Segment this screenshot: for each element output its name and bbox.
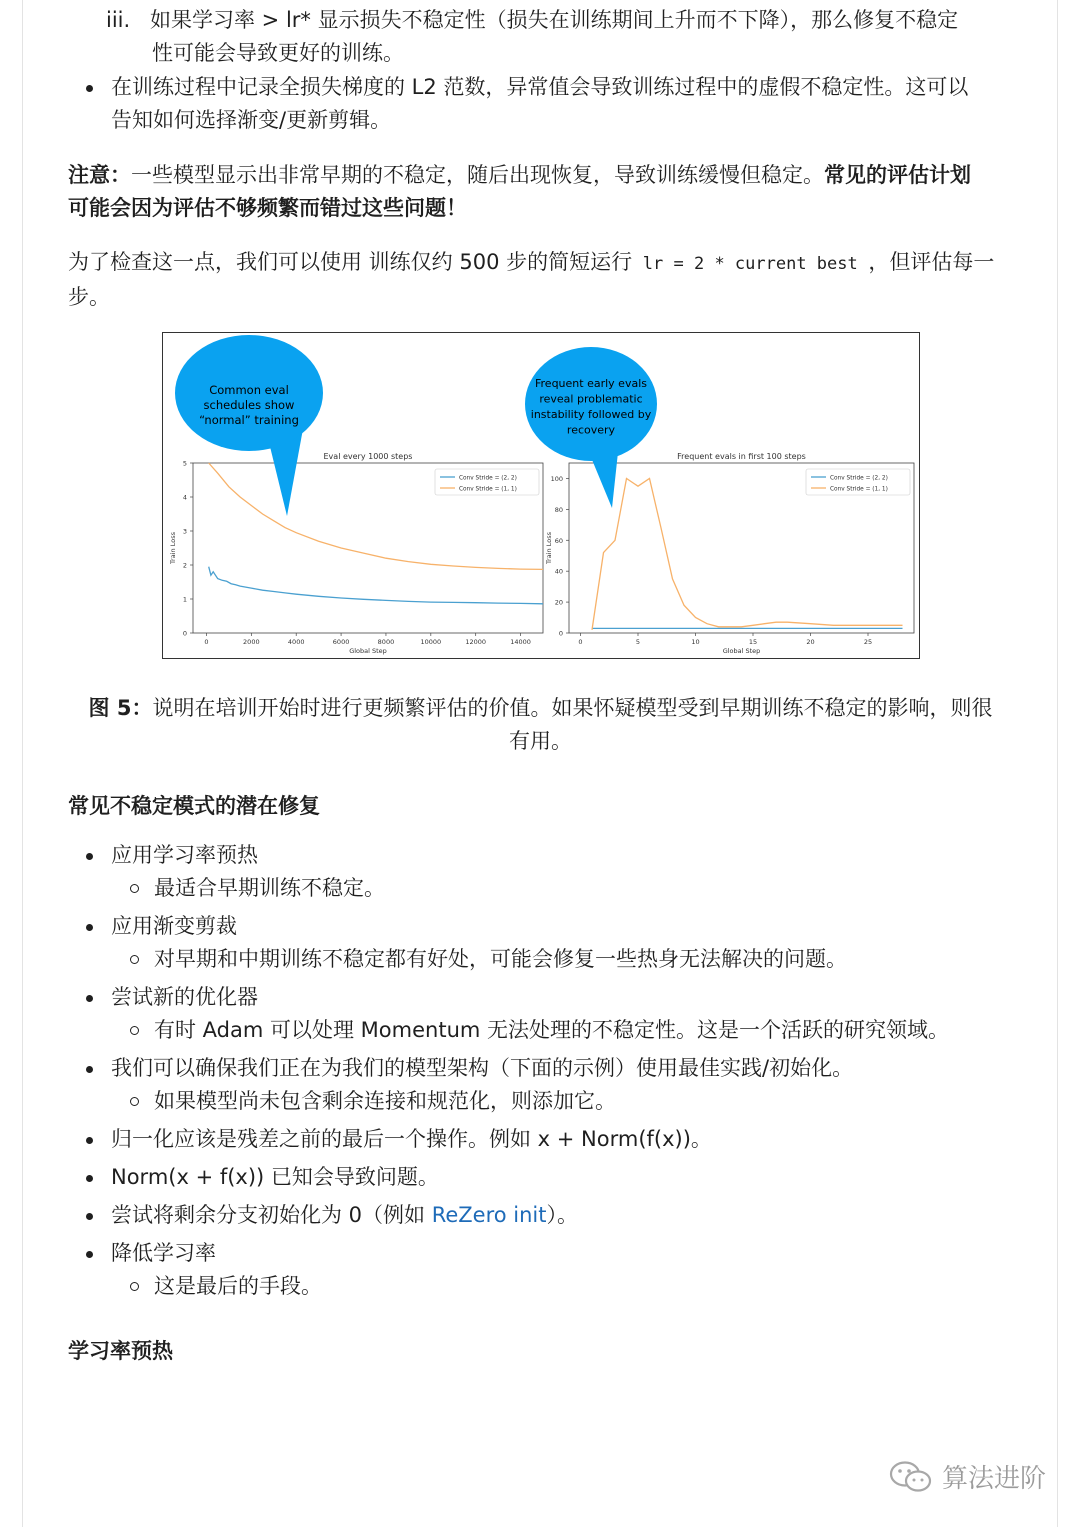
right-bubble-line-3: recovery	[566, 423, 616, 437]
left-x-axis-label: Global Step	[349, 647, 387, 655]
right-x-tick-label: 25	[863, 638, 873, 646]
note-paragraph: 注意：一些模型显示出非常早期的不稳定，随后出现恢复，导致训练缓慢但稳定。常见的评估计划 可能会因为评估不够频繁而错过这些问题！	[68, 163, 971, 220]
fix-item-lower-lr: 降低学习率	[62, 1237, 1002, 1270]
left-x-tick-label: 8000	[377, 638, 395, 646]
right-x-axis-label: Global Step	[722, 647, 761, 655]
fix-item-architecture: 我们可以确保我们正在为我们的模型架构（下面的示例）使用最佳实践/初始化。	[62, 1052, 1002, 1085]
fix-subitem-clipping: 对早期和中期训练不稳定都有好处，可能会修复一些热身无法解决的问题。	[106, 943, 986, 976]
fix-item-norm-problem: Norm(x + f(x)) 已知会导致问题。	[62, 1161, 1002, 1194]
fix-item-warmup: 应用学习率预热	[62, 839, 1002, 872]
left-x-tick-label: 14000	[510, 638, 531, 646]
fix-subitem-warmup: 最适合早期训练不稳定。	[106, 872, 986, 905]
fix-item-rezero: 尝试将剩余分支初始化为 0（例如 ReZero init）。	[62, 1199, 1002, 1232]
fix-subitem-optimizer: 有时 Adam 可以处理 Momentum 无法处理的不稳定性。这是一个活跃的研究领域。	[106, 1014, 986, 1047]
left-legend-label-0: Conv Stride = (2, 2)	[459, 475, 517, 482]
left-y-tick-label: 0	[182, 629, 187, 638]
watermark: 算法进阶	[888, 1458, 1046, 1495]
left-y-tick-label: 2	[182, 561, 187, 570]
right-y-tick-label: 80	[554, 505, 563, 514]
right-legend-label-1: Conv Stride = (1, 1)	[830, 486, 888, 493]
right-bubble-line-1: reveal problematic	[539, 392, 643, 406]
right-x-tick-label: 15	[748, 638, 758, 646]
right-x-tick-label: 5	[635, 638, 641, 646]
fix-item-norm-last: 归一化应该是残差之前的最后一个操作。例如 x + Norm(f(x))。	[62, 1123, 1002, 1156]
left-x-tick-label: 6000	[332, 638, 350, 646]
right-y-tick-label: 0	[558, 629, 563, 638]
item-numeral: iii.	[106, 8, 131, 32]
right-bubble-line-0: Frequent early evals	[535, 377, 647, 390]
left-y-tick-label: 5	[182, 459, 187, 468]
left-x-tick-label: 12000	[465, 638, 487, 646]
left-y-tick-label: 1	[182, 595, 187, 604]
bullet-l2-norm: 在训练过程中记录全损失梯度的 L2 范数，异常值会导致训练过程中的虚假不稳定性。这可以 告知如何选择渐变/更新剪辑。	[62, 71, 1002, 137]
left-x-tick-label: 2000	[243, 638, 260, 646]
fix-item-optimizer: 尝试新的优化器	[62, 981, 1002, 1014]
right-x-tick-label: 10	[691, 638, 700, 646]
left-y-tick-label: 3	[182, 527, 187, 536]
right-y-tick-label: 20	[554, 598, 563, 607]
left-bubble-line-2: “normal” training	[199, 413, 299, 427]
left-x-tick-label: 10000	[420, 638, 442, 646]
left-y-axis-label: Train Loss	[169, 532, 177, 564]
rezero-init-link[interactable]: ReZero init	[431, 1203, 547, 1227]
fix-item-clipping: 应用渐变剪裁	[62, 910, 1002, 943]
section-heading: 常见不稳定模式的潜在修复	[68, 794, 320, 818]
left-x-tick-label: 4000	[287, 638, 305, 646]
right-y-tick-label: 60	[554, 536, 563, 545]
fix-subitem-architecture: 如果模型尚未包含剩余连接和规范化，则添加它。	[106, 1085, 986, 1118]
left-legend-label-1: Conv Stride = (1, 1)	[459, 486, 517, 493]
left-y-tick-label: 4	[182, 493, 187, 502]
figure-5	[162, 332, 920, 659]
final-heading: 学习率预热	[68, 1339, 173, 1363]
right-y-axis-label: Train Loss	[545, 532, 553, 564]
figure-caption: 图 5：说明在培训开始时进行更频繁评估的价值。如果怀疑模型受到早期训练不稳定的影响，则很 有用。	[88, 696, 993, 753]
numbered-item-iii: iii. 如果学习率 > lr* 显示损失不稳定性（损失在训练期间上升而不下降），那么修复不稳定 性可能会导致更好的训练。	[106, 4, 1006, 70]
bullet-dot	[86, 85, 93, 92]
left-chart-title: Eval every 1000 steps	[323, 452, 413, 461]
wechat-icon	[888, 1459, 934, 1495]
right-y-tick-label: 100	[550, 474, 563, 483]
fix-subitem-lower-lr: 这是最后的手段。	[106, 1270, 986, 1303]
right-legend-label-0: Conv Stride = (2, 2)	[830, 475, 888, 482]
left-bubble-line-0: Common eval	[209, 383, 289, 397]
right-x-tick-label: 0	[578, 638, 583, 646]
right-bubble-line-2: instability followed by	[530, 408, 652, 421]
inline-code: lr = 2 * current best	[642, 254, 858, 274]
right-y-tick-label: 40	[554, 567, 563, 576]
right-x-tick-label: 20	[806, 638, 815, 646]
check-paragraph: 为了检查这一点，我们可以使用 训练仅约 500 步的简短运行 lr = 2 * current best ，但评估每一 步。	[68, 250, 995, 309]
right-chart-title: Frequent evals in first 100 steps	[677, 452, 806, 461]
loss-charts	[163, 333, 919, 658]
left-bubble-line-1: schedules show	[203, 398, 295, 412]
left-x-tick-label: 0	[204, 638, 209, 646]
